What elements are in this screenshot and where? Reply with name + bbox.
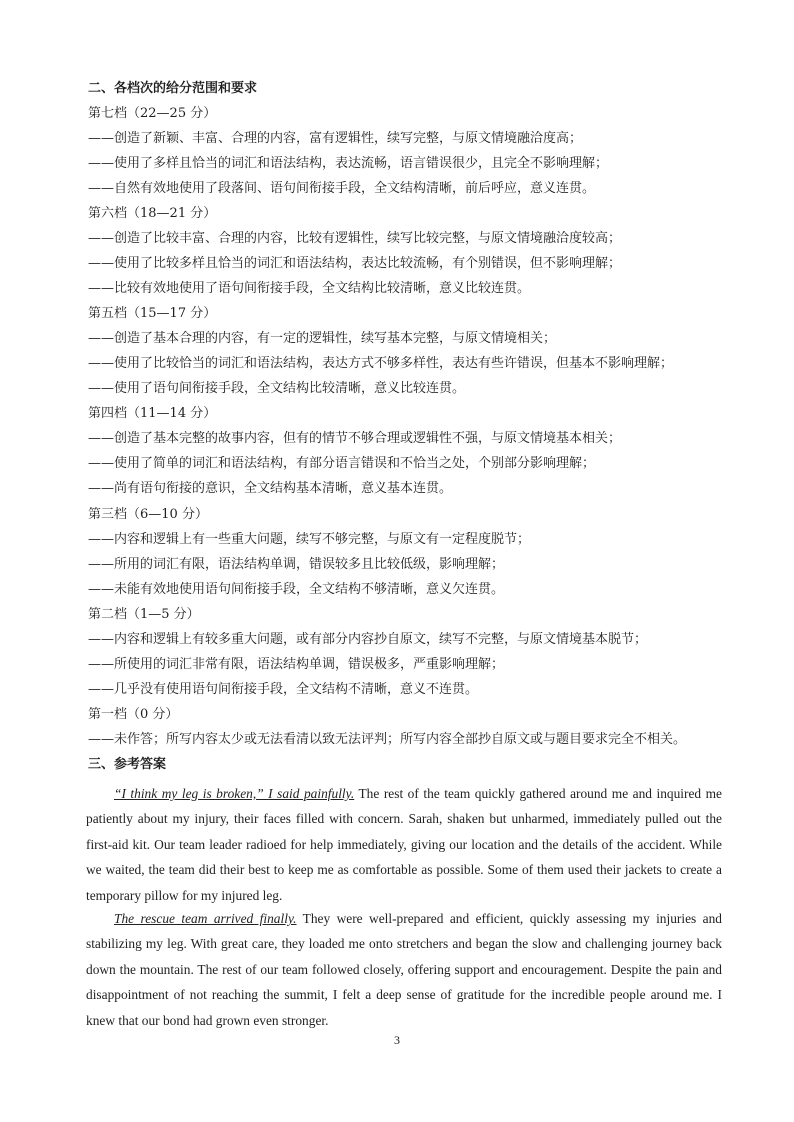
tier-7-item-1: ——创造了新颖、丰富、合理的内容，富有逻辑性，续写完整，与原文情境融洽度高；	[88, 131, 583, 146]
tier-2-label: 第二档（1—5 分）	[88, 607, 200, 622]
tier-2-item-3: ——几乎没有使用语句间衔接手段，全文结构不清晰，意义不连贯。	[88, 682, 479, 697]
tier-6-item-2: ——使用了比较多样且恰当的词汇和语法结构，表达比较流畅，有个别错误，但不影响理解；	[88, 256, 622, 271]
tier-7-label: 第七档（22—25 分）	[88, 106, 217, 121]
tier-6-item-3: ——比较有效地使用了语句间衔接手段，全文结构比较清晰，意义比较连贯。	[88, 281, 531, 296]
tier-5-item-3: ——使用了语句间衔接手段，全文结构比较清晰，意义比较连贯。	[88, 381, 466, 396]
tier-6-label: 第六档（18—21 分）	[88, 206, 217, 221]
paragraph-1-body: The rest of the team quickly gathered around me and inquired me patiently about my injury, their faces filled with concern. Sarah, shaken but unharmed, immediately pulled out the first-aid kit. Our team leader radioed for help immediately, giving our location and the details of the accident. While we waited, the team did their best to keep me as comfortable as possible. Some of them used their jackets to create a temporary pillow for my injured leg.	[86, 786, 723, 903]
tier-7-item-2: ——使用了多样且恰当的词汇和语法结构，表达流畅，语言错误很少，且完全不影响理解；	[88, 156, 609, 171]
tier-4-item-2: ——使用了简单的词汇和语法结构，有部分语言错误和不恰当之处，个别部分影响理解；	[88, 456, 596, 471]
answer-paragraph-1	[86, 781, 722, 908]
answer-paragraph-2	[86, 906, 722, 1033]
tier-3-item-1: ——内容和逻辑上有一些重大问题，续写不够完整，与原文有一定程度脱节；	[88, 532, 531, 547]
tier-2-item-1: ——内容和逻辑上有较多重大问题，或有部分内容抄自原文，续写不完整，与原文情境基本脱节；	[88, 632, 648, 647]
tier-4-item-3: ——尚有语句衔接的意识，全文结构基本清晰，意义基本连贯。	[88, 481, 453, 496]
tier-1-item-1: ——未作答；所写内容太少或无法看清以致无法评判；所写内容全部抄自原文或与题目要求完全不相关。	[88, 732, 687, 747]
tier-5-label: 第五档（15—17 分）	[88, 306, 217, 321]
paragraph-2-lead: The rescue team arrived finally.	[114, 911, 297, 926]
section-2-title: 二、各档次的给分范围和要求	[88, 81, 258, 96]
tier-6-item-1: ——创造了比较丰富、合理的内容，比较有逻辑性，续写比较完整，与原文情境融洽度较高；	[88, 231, 622, 246]
tier-1-label: 第一档（0 分）	[88, 707, 179, 722]
section-3-title: 三、参考答案	[88, 757, 167, 772]
tier-5-item-1: ——创造了基本合理的内容，有一定的逻辑性，续写基本完整，与原文情境相关；	[88, 331, 557, 346]
tier-3-item-2: ——所用的词汇有限，语法结构单调，错误较多且比较低级，影响理解；	[88, 557, 505, 572]
tier-4-label: 第四档（11—14 分）	[88, 406, 217, 421]
tier-3-item-3: ——未能有效地使用语句间衔接手段，全文结构不够清晰，意义欠连贯。	[88, 582, 505, 597]
page-number: 3	[394, 1033, 400, 1047]
tier-7-item-3: ——自然有效地使用了段落间、语句间衔接手段，全文结构清晰，前后呼应，意义连贯。	[88, 181, 596, 196]
paragraph-2-body: They were well-prepared and efficient, quickly assessing my injuries and stabilizing my leg. With great care, they loaded me onto stretchers and began the slow and challenging journey back down the mountain. The rest of our team followed closely, offering support and encouragement. Despite the pain and disappointment of not reaching the summit, I felt a deep sense of gratitude for the incredible people around me. I knew that our bond had grown even stronger.	[86, 911, 723, 1028]
tier-4-item-1: ——创造了基本完整的故事内容，但有的情节不够合理或逻辑性不强，与原文情境基本相关；	[88, 431, 622, 446]
tier-3-label: 第三档（6—10 分）	[88, 507, 208, 522]
tier-5-item-2: ——使用了比较恰当的词汇和语法结构，表达方式不够多样性，表达有些许错误，但基本不影响理解；	[88, 356, 674, 371]
tier-2-item-2: ——所使用的词汇非常有限，语法结构单调，错误极多，严重影响理解；	[88, 657, 505, 672]
paragraph-1-lead: “I think my leg is broken,” I said painfully.	[114, 786, 355, 801]
